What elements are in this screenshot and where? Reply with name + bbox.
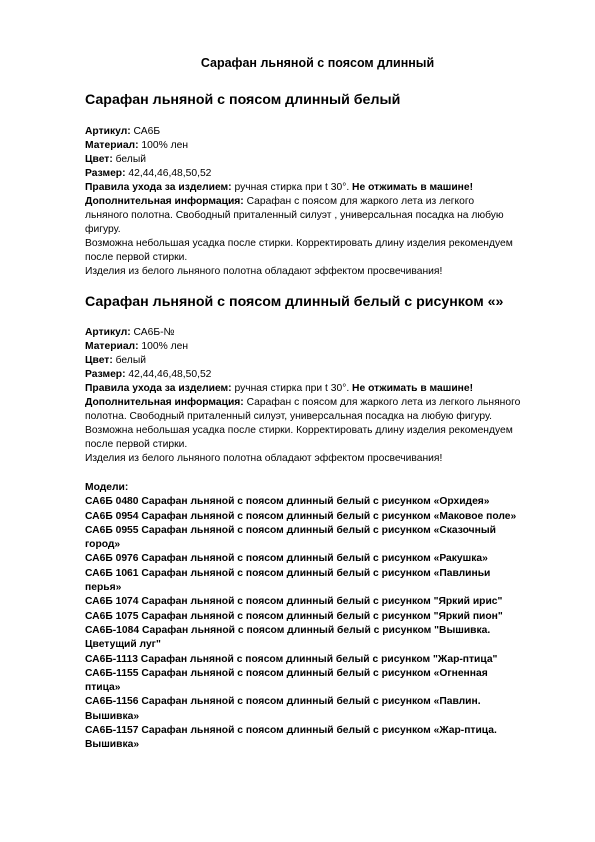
section-heading-print: Сарафан льняной с поясом длинный белый с рисунком «» <box>85 294 504 310</box>
extra-label: Дополнительная информация: <box>85 397 244 408</box>
translucent-note: Изделия из белого льняного полотна обладают эффектом просвечивания! <box>85 266 443 277</box>
models-list <box>85 481 535 753</box>
article-label: Артикул: <box>85 126 131 137</box>
product-details-print <box>85 326 525 466</box>
extra-label: Дополнительная информация: <box>85 196 244 207</box>
care-warning: Не отжимать в машине! <box>352 383 474 394</box>
material-label: Материал: <box>85 341 139 352</box>
color-value: белый <box>112 355 146 366</box>
article-label: Артикул: <box>85 327 131 338</box>
model-line: город» <box>85 539 121 551</box>
shrink-text-2: после первой стирки. <box>85 252 188 263</box>
model-line: СА6Б-1157 Сарафан льняной с поясом длинный белый с рисунком «Жар-птица. <box>85 725 497 737</box>
size-line <box>85 368 525 382</box>
product-details-white <box>85 125 525 279</box>
model-line: Вышивка» <box>85 739 140 751</box>
care-line <box>85 382 525 396</box>
document-title: Сарафан льняной с поясом длинный <box>200 56 435 70</box>
extra-text-1: Сарафан с поясом для жаркого лета из легкого льняного <box>243 397 521 408</box>
model-line: СА6Б 1074 Сарафан льняной с поясом длинный белый с рисунком "Яркий ирис" <box>85 596 503 608</box>
color-label: Цвет: <box>85 355 113 366</box>
shrink-text-2: после первой стирки. <box>85 439 188 450</box>
care-label: Правила ухода за изделием: <box>85 383 232 394</box>
material-line <box>85 139 525 153</box>
size-value: 42,44,46,48,50,52 <box>125 168 212 179</box>
model-line: птица» <box>85 682 121 694</box>
model-line: СА6Б 0480 Сарафан льняной с поясом длинный белый с рисунком «Орхидея» <box>85 496 490 508</box>
care-line <box>85 181 525 195</box>
model-line: СА6Б-1084 Сарафан льняной с поясом длинный белый с рисунком "Вышивка. <box>85 624 491 636</box>
model-line: перья» <box>85 582 122 594</box>
extra-line <box>85 195 525 209</box>
article-line <box>85 125 525 139</box>
extra-text-3: фигуру. <box>85 224 121 235</box>
color-value: белый <box>112 154 146 165</box>
model-line: СА6Б-1113 Сарафан льняной с поясом длинный белый с рисунком "Жар-птица" <box>85 653 498 665</box>
article-value: СА6Б-№ <box>130 327 175 338</box>
care-value: ручная стирка при t 30°. <box>231 182 353 193</box>
models-label: Модели: <box>85 482 129 493</box>
model-line: СА6Б 0976 Сарафан льняной с поясом длинный белый с рисунком «Ракушка» <box>85 553 488 565</box>
shrink-text-1: Возможна небольшая усадка после стирки. Корректировать длину изделия рекомендуем <box>85 425 513 436</box>
color-line <box>85 153 525 167</box>
care-label: Правила ухода за изделием: <box>85 182 232 193</box>
model-line: СА6Б-1155 Сарафан льняной с поясом длинный белый с рисунком «Огненная <box>85 667 488 679</box>
extra-text-1: Сарафан с поясом для жаркого лета из легкого <box>243 196 475 207</box>
material-value: 100% лен <box>138 341 189 352</box>
material-line <box>85 340 525 354</box>
model-line: СА6Б 0954 Сарафан льняной с поясом длинный белый с рисунком «Маковое поле» <box>85 510 517 522</box>
model-line: Вышивка» <box>85 710 140 722</box>
model-line: Цветущий луг" <box>85 639 161 651</box>
article-value: СА6Б <box>130 126 161 137</box>
translucent-note: Изделия из белого льняного полотна обладают эффектом просвечивания! <box>85 453 443 464</box>
size-value: 42,44,46,48,50,52 <box>125 369 212 380</box>
size-line <box>85 167 525 181</box>
model-line: СА6Б 0955 Сарафан льняной с поясом длинный белый с рисунком «Сказочный <box>85 524 496 536</box>
shrink-text-1: Возможна небольшая усадка после стирки. Корректировать длину изделия рекомендуем <box>85 238 513 249</box>
color-label: Цвет: <box>85 154 113 165</box>
care-warning: Не отжимать в машине! <box>352 182 474 193</box>
article-line <box>85 326 525 340</box>
size-label: Размер: <box>85 369 126 380</box>
material-label: Материал: <box>85 140 139 151</box>
material-value: 100% лен <box>138 140 189 151</box>
care-value: ручная стирка при t 30°. <box>231 383 353 394</box>
model-line: СА6Б 1075 Сарафан льняной с поясом длинный белый с рисунком "Яркий пион" <box>85 610 503 622</box>
color-line <box>85 354 525 368</box>
extra-line <box>85 396 525 410</box>
extra-text-2: льняного полотна. Свободный приталенный силуэт , универсальная посадка на любую <box>85 210 504 221</box>
size-label: Размер: <box>85 168 126 179</box>
extra-text-2: полотна. Свободный приталенный силуэт, универсальная посадка на любую фигуру. <box>85 411 492 422</box>
section-heading-white: Сарафан льняной с поясом длинный белый <box>85 92 401 108</box>
model-line: СА6Б-1156 Сарафан льняной с поясом длинный белый с рисунком «Павлин. <box>85 696 481 708</box>
model-line: СА6Б 1061 Сарафан льняной с поясом длинный белый с рисунком «Павлиньи <box>85 567 491 579</box>
